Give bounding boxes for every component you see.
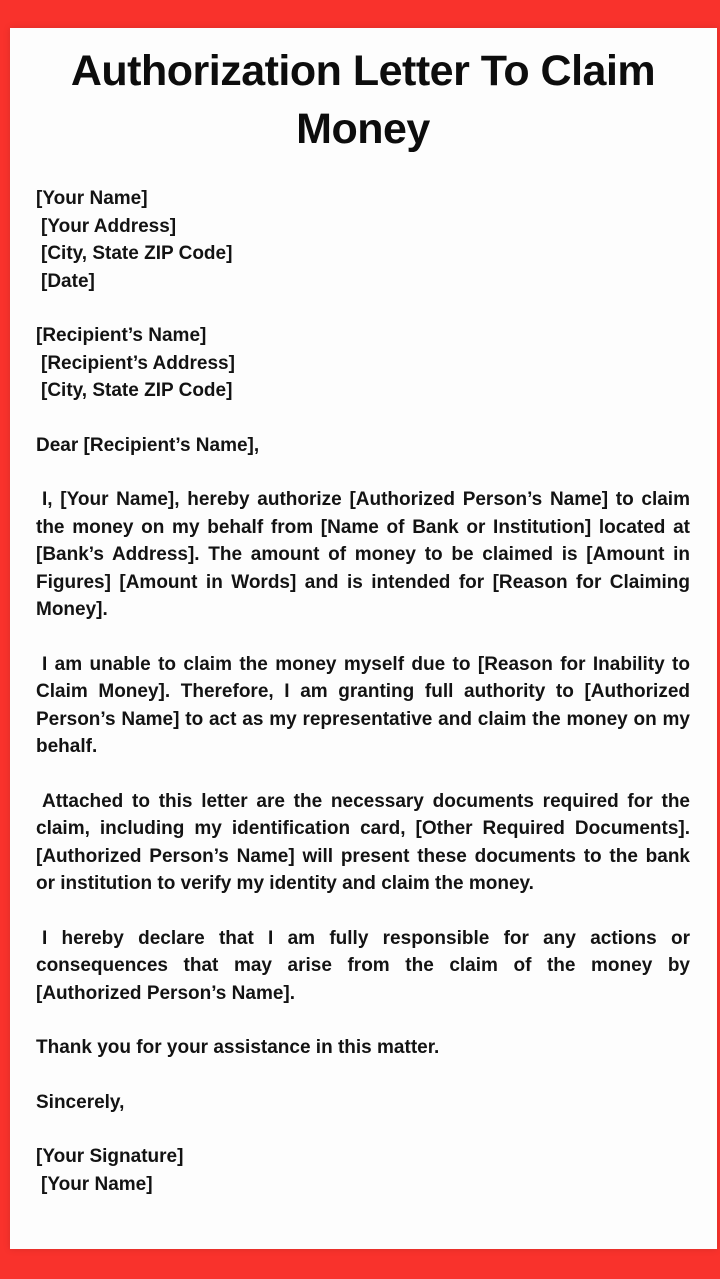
letter-page xyxy=(10,28,717,1249)
signature-block xyxy=(36,1143,690,1198)
sender-block xyxy=(36,185,690,295)
letter-title-line1: Authorization Letter To Claim xyxy=(70,47,656,95)
body-paragraph-3: Attached to this letter are the necessary documents required for the claim, including my identification card, [Other Required Documents]. [Authorized Person’s Name] will present these documents to the bank or institution to verify my identity and claim the money. xyxy=(36,790,690,894)
salutation: Dear [Recipient’s Name], xyxy=(36,434,260,456)
letter-title xyxy=(36,42,690,158)
recipient-name-line: [Recipient’s Name] xyxy=(36,325,207,346)
recipient-city-line: [City, State ZIP Code] xyxy=(41,380,233,401)
body-paragraph-1: I, [Your Name], hereby authorize [Authorized Person’s Name] to claim the money on my behalf from [Name of Bank or Institution] located at [Bank’s Address]. The amount of money to be claimed is [Amount in Figures] [Amount in Words] and is intended for [Reason for Claiming Money]. xyxy=(36,489,690,620)
sender-date-line: [Date] xyxy=(41,270,95,292)
thanks-line: Thank you for your assistance in this matter. xyxy=(36,1037,440,1058)
letter-title-line2: Money xyxy=(296,105,430,153)
signature-line: [Your Signature] xyxy=(36,1146,184,1167)
sender-address-line: [Your Address] xyxy=(41,215,177,237)
body-paragraph-4: I hereby declare that I am fully responsible for any actions or consequences that may arise from the claim of the money by [Authorized Person’s Name]. xyxy=(36,927,690,1004)
recipient-block xyxy=(36,322,690,405)
sender-name-line: [Your Name] xyxy=(36,188,148,209)
body-paragraph-2: I am unable to claim the money myself due to [Reason for Inability to Claim Money]. Therefore, I am granting full authority to [Authorized Person’s Name] to act as my representative and claim the money on my behalf. xyxy=(36,653,690,757)
signature-name-line: [Your Name] xyxy=(41,1173,153,1195)
closing-line: Sincerely, xyxy=(36,1091,125,1113)
sender-city-line: [City, State ZIP Code] xyxy=(41,243,233,264)
recipient-address-line: [Recipient’s Address] xyxy=(41,352,235,374)
